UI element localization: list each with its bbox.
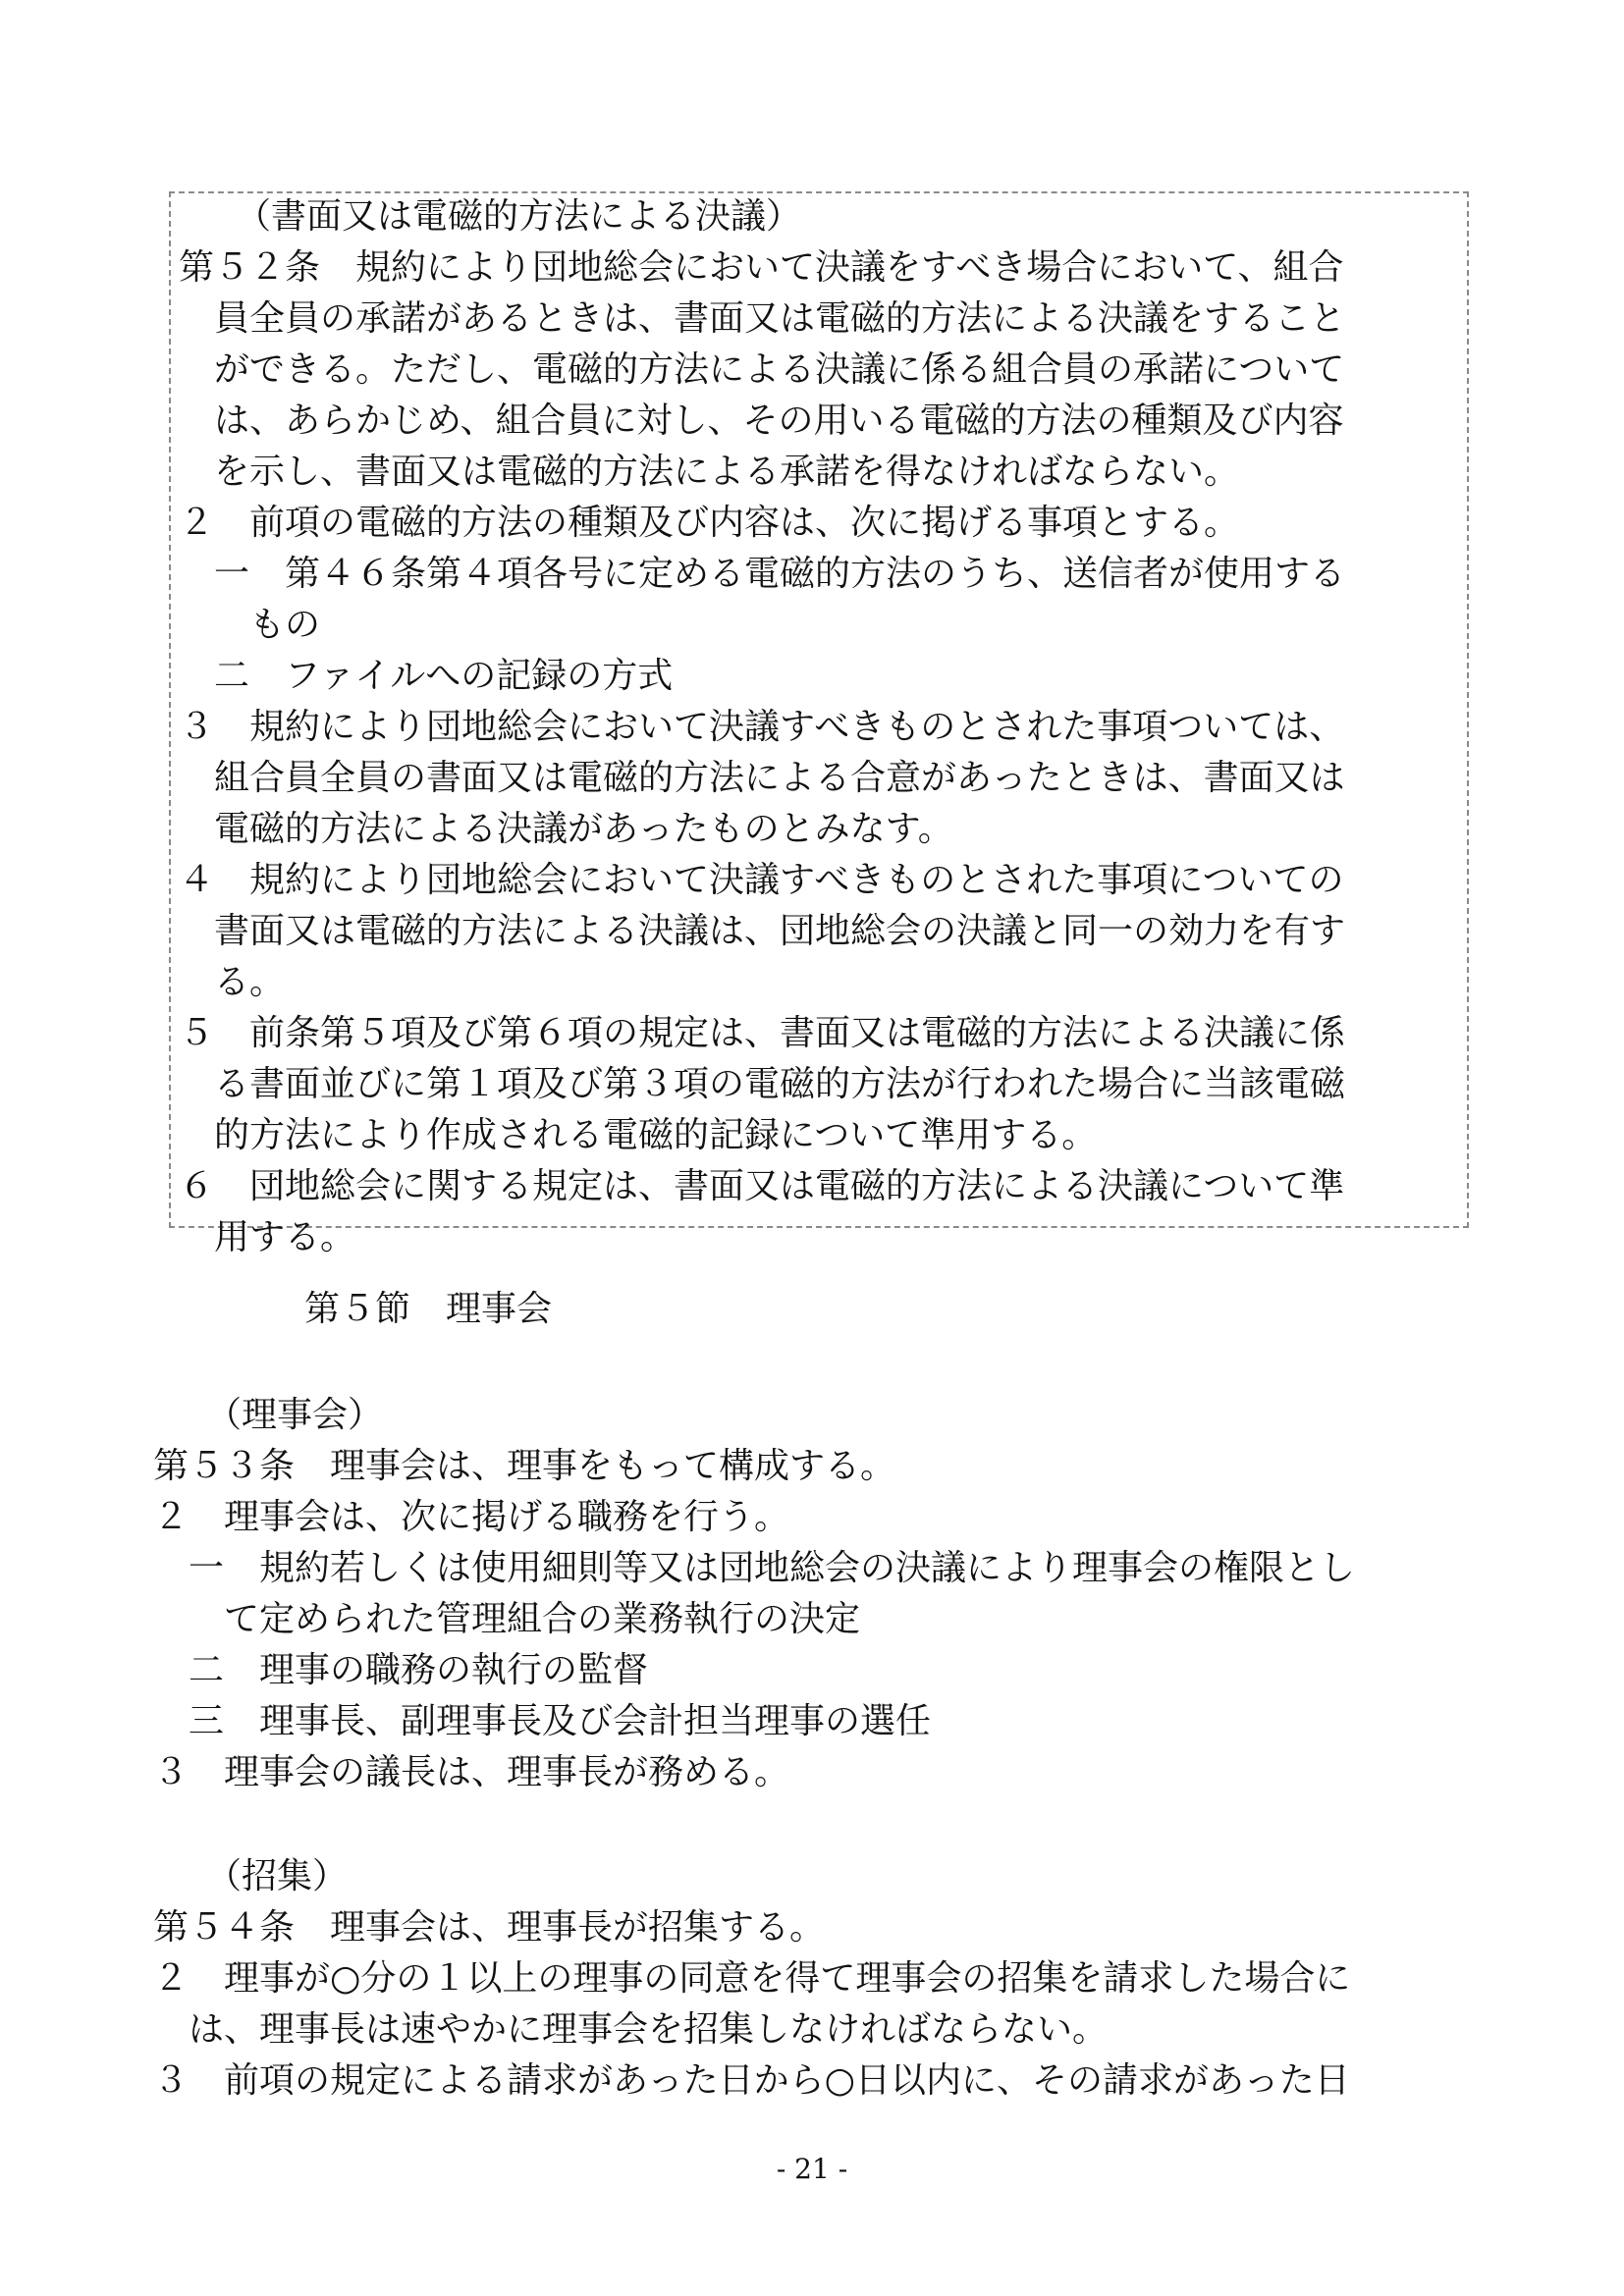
article-53-p2: ２ 理事会は、次に掲げる職務を行う。 xyxy=(153,1497,790,1537)
article-52-item-2: 二 ファイルへの記録の方式 xyxy=(214,656,674,696)
article-53-item-1-line-2: て定められた管理組合の業務執行の決定 xyxy=(224,1599,861,1639)
article-54-caption: （招集） xyxy=(206,1856,349,1896)
article-53-item-2: 二 理事の職務の執行の監督 xyxy=(189,1650,649,1690)
article-53-caption: （理事会） xyxy=(206,1395,384,1435)
article-52-p6-line-2: 用する。 xyxy=(214,1217,356,1257)
page-number: - 21 - xyxy=(776,2153,848,2185)
article-52-p3-line-3: 電磁的方法による決議があったものとみなす。 xyxy=(214,809,953,849)
article-52-caption: （書面又は電磁的方法による決議） xyxy=(236,196,802,237)
article-52-p5-line-3: 的方法により作成される電磁的記録について準用する。 xyxy=(214,1115,1098,1155)
article-52-p1-line-1: 第５２条 規約により団地総会において決議をすべき場合において、組合 xyxy=(179,247,1344,288)
section-heading: 第５節 理事会 xyxy=(304,1289,553,1329)
article-52-p5-line-1: ５ 前条第５項及び第６項の規定は、書面又は電磁的方法による決議に係 xyxy=(179,1013,1346,1053)
article-54-p1: 第５４条 理事会は、理事長が招集する。 xyxy=(153,1907,826,1948)
article-52-p1-line-3: ができる。ただし、電磁的方法による決議に係る組合員の承諾について xyxy=(214,349,1345,390)
article-52-p1-line-4: は、あらかじめ、組合員に対し、その用いる電磁的方法の種類及び内容 xyxy=(214,400,1344,441)
article-52-p4-line-2: 書面又は電磁的方法による決議は、団地総会の決議と同一の効力を有す xyxy=(214,911,1346,951)
article-52-p1-line-2: 員全員の承諾があるときは、書面又は電磁的方法による決議をすること xyxy=(214,298,1346,339)
article-52-p2: ２ 前項の電磁的方法の種類及び内容は、次に掲げる事項とする。 xyxy=(179,503,1240,543)
article-53-p1: 第５３条 理事会は、理事をもって構成する。 xyxy=(153,1446,896,1486)
article-52-p5-line-2: る書面並びに第１項及び第３項の電磁的方法が行われた場合に当該電磁 xyxy=(214,1064,1346,1104)
article-54-p2-line-2: は、理事長は速やかに理事会を招集しなければならない。 xyxy=(189,2009,1109,2050)
article-52-p6-line-1: ６ 団地総会に関する規定は、書面又は電磁的方法による決議について準 xyxy=(179,1166,1345,1206)
article-52-item-1-line-2: もの xyxy=(249,605,321,645)
article-53-item-1-line-1: 一 規約若しくは使用細則等又は団地総会の決議により理事会の権限とし xyxy=(189,1548,1356,1588)
article-53-p3: ３ 理事会の議長は、理事長が務める。 xyxy=(153,1752,790,1792)
article-54-p2-line-1: ２ 理事が○分の１以上の理事の同意を得て理事会の招集を請求した場合に xyxy=(153,1958,1351,1999)
article-52-p3-line-2: 組合員全員の書面又は電磁的方法による合意があったときは、書面又は xyxy=(214,758,1345,798)
article-52-p4-line-3: る。 xyxy=(214,962,286,1002)
article-54-p3: ３ 前項の規定による請求があった日から○日以内に、その請求があった日 xyxy=(153,2060,1350,2101)
article-52-p3-line-1: ３ 規約により団地総会において決議すべきものとされた事項ついては、 xyxy=(179,707,1345,747)
article-52-p1-line-5: を示し、書面又は電磁的方法による承諾を得なければならない。 xyxy=(214,452,1240,492)
article-53-item-3: 三 理事長、副理事長及び会計担当理事の選任 xyxy=(189,1701,932,1741)
article-52-item-1-line-1: 一 第４６条第４項各号に定める電磁的方法のうち、送信者が使用する xyxy=(214,554,1346,594)
article-52-p4-line-1: ４ 規約により団地総会において決議すべきものとされた事項についての xyxy=(179,860,1344,900)
